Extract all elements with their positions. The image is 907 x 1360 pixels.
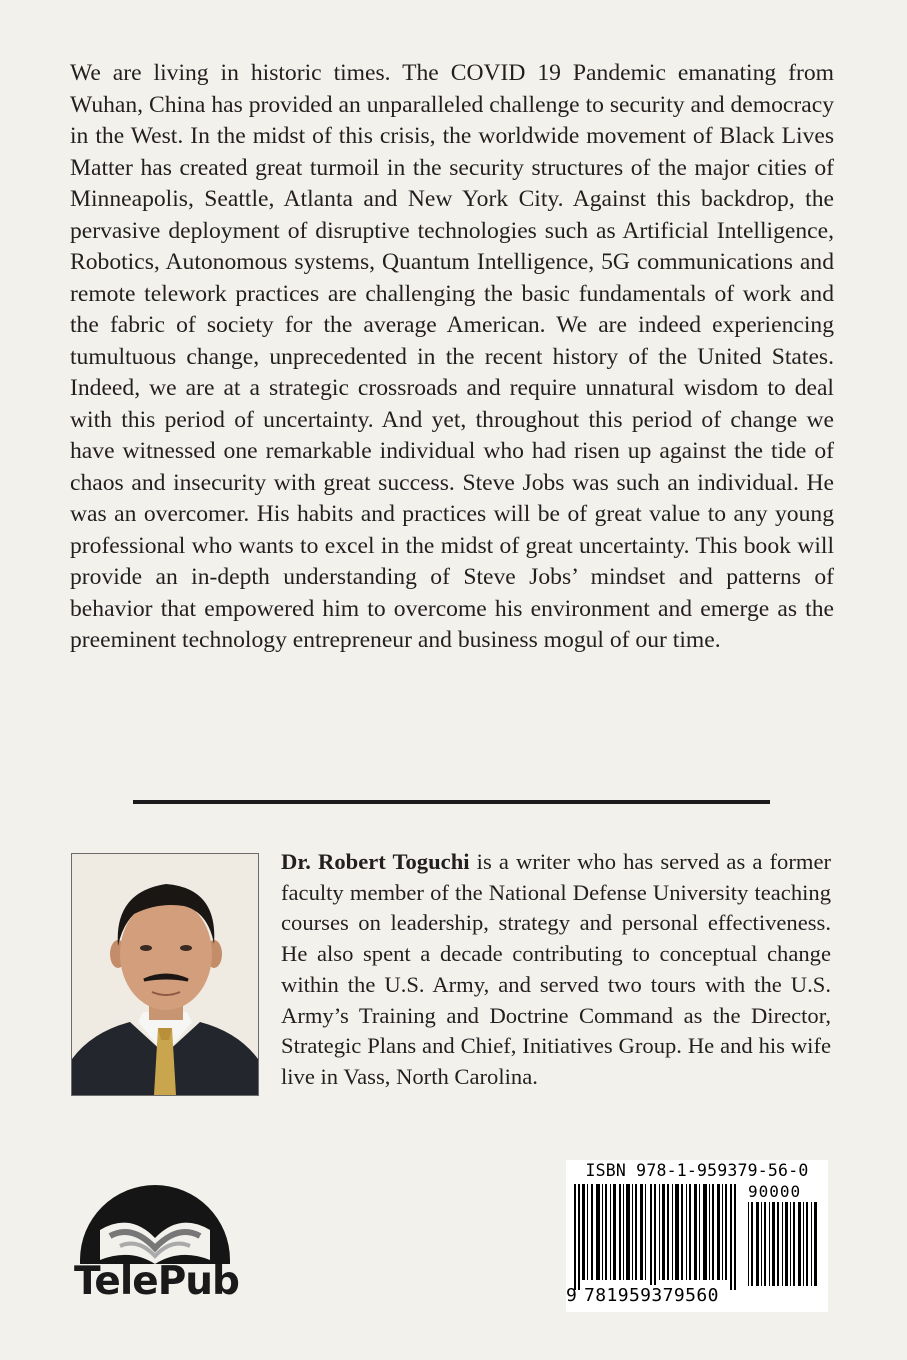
author-bio [281,847,831,1093]
isbn-label: ISBN 978-1-959379-56-0 [585,1161,809,1180]
ean-first-digit: 9 [566,1285,577,1306]
divider-rule [133,800,770,804]
price-code-label: 90000 [748,1182,802,1201]
author-bio-text: is a writer who has served as a former faculty member of the National Defense University teaching courses on leadership, strategy and personal effectiveness. He also spent a decade contributing to conceptual change within the U.S. Army, and served two tours with the U.S. Army’s Training and Doctrine Command as the Director, Strategic Plans and Chief, Initiatives Group. He and his wife live in Vass, North Carolina. [281,849,831,1089]
isbn-barcode [566,1160,828,1312]
author-photo [71,853,259,1096]
price-addon-bars [746,1202,822,1286]
author-name: Dr. Robert Toguchi [281,849,470,874]
publisher-logo-text: TelePub [74,1259,239,1304]
ean-digits: 781959379560 [584,1285,719,1306]
ean-barcode-bars [568,1184,744,1290]
back-cover-blurb: We are living in historic times. The COVID 19 Pandemic emanating from Wuhan, China has provided an unparalleled challenge to security and democracy in the West. In the midst of this crisis, the worldwide movement of Black Lives Matter has created great turmoil in the security structures of the major cities of Minneapolis, Seattle, Atlanta and New York City. Against this backdrop, the pervasive deployment of disruptive technologies such as Artificial Intelligence, Robotics, Autonomous systems, Quantum Intelligence, 5G communications and remote telework practices are challenging the basic fundamentals of work and the fabric of society for the average American. We are indeed experiencing tumultuous change, unprecedented in the recent history of the United States. Indeed, we are at a strategic crossroads and require unnatural wisdom to deal with this period of uncertainty. And yet, throughout this period of change we have witnessed one remarkable individual who had risen up against the tide of chaos and insecurity with great success. Steve Jobs was such an individual. He was an overcomer. His habits and practices will be of great value to any young professional who wants to excel in the midst of great uncertainty. This book will provide an in-depth understanding of Steve Jobs’ mindset and patterns of behavior that empowered him to overcome his environment and emerge as the preeminent technology entrepreneur and business mogul of our time. [70,60,834,653]
